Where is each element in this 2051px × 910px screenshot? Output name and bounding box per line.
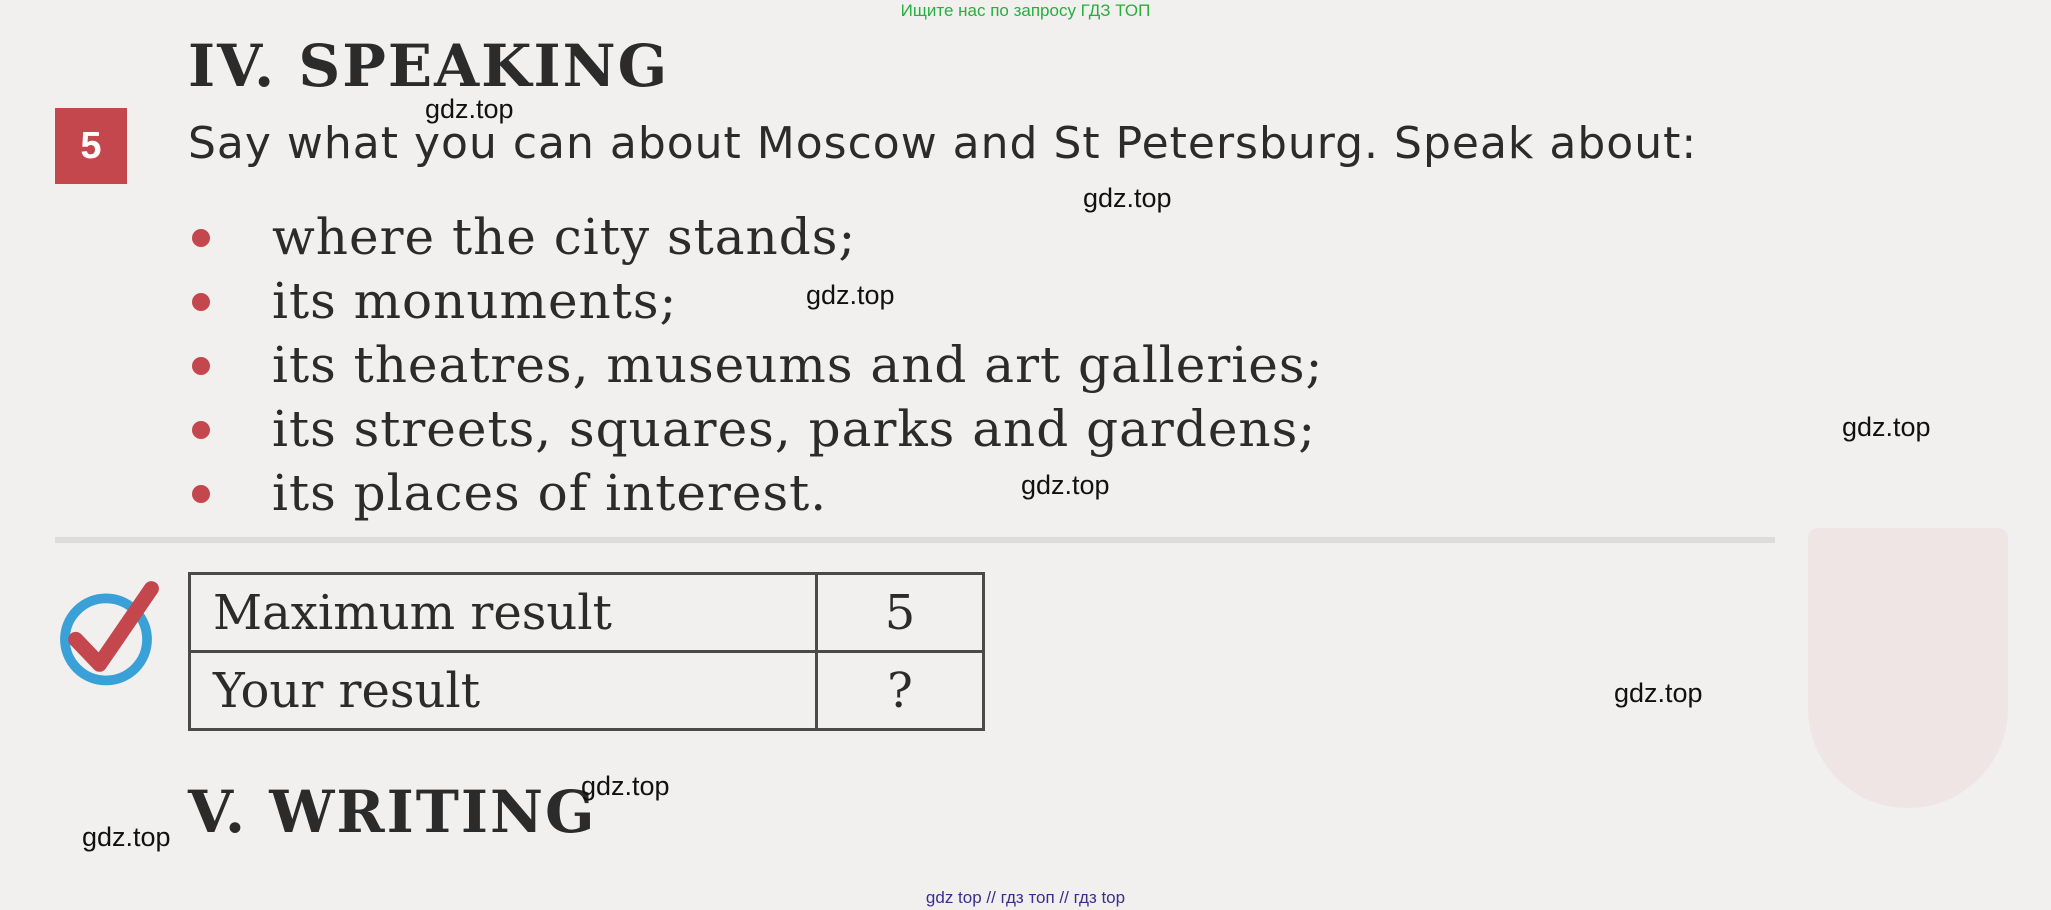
bullet-text: its streets, squares, parks and gardens; (272, 400, 1317, 458)
table-row (190, 574, 984, 652)
section-title-writing: V. WRITING (188, 778, 597, 846)
bullet-item (188, 461, 1323, 525)
watermark: gdz.top (82, 822, 171, 852)
bullet-dot-icon (192, 357, 210, 375)
checkmark-icon (52, 580, 160, 688)
bullet-text: its places of interest. (272, 464, 828, 522)
bullet-text: where the city stands; (272, 208, 857, 266)
bullet-item (188, 269, 1323, 333)
faded-emblem-image (1808, 528, 2008, 808)
watermark: gdz.top (425, 94, 514, 124)
exercise-number-badge: 5 (55, 108, 127, 184)
bullet-text: its theatres, museums and art galleries; (272, 336, 1324, 394)
bullet-item (188, 205, 1323, 269)
watermark: gdz.top (1021, 470, 1110, 500)
max-result-value: 5 (817, 574, 984, 652)
section-title-speaking: IV. SPEAKING (188, 32, 670, 100)
max-result-label: Maximum result (190, 574, 817, 652)
result-table (188, 572, 985, 731)
bullet-dot-icon (192, 293, 210, 311)
your-result-value[interactable]: ? (817, 652, 984, 730)
table-row (190, 652, 984, 730)
watermark: gdz.top (1083, 183, 1172, 213)
watermark: gdz.top (1842, 412, 1931, 442)
bottom-banner[interactable]: gdz top // гдз топ // гдз top (925, 888, 1126, 907)
bullet-item (188, 333, 1323, 397)
bullet-dot-icon (192, 485, 210, 503)
section-divider (55, 537, 1775, 543)
bullet-dot-icon (192, 229, 210, 247)
bullet-dot-icon (192, 421, 210, 439)
bullet-list (188, 205, 1323, 525)
top-banner[interactable]: Ищите нас по запросу ГДЗ ТОП (900, 1, 1151, 20)
watermark: gdz.top (806, 280, 895, 310)
watermark: gdz.top (581, 771, 670, 801)
your-result-label: Your result (190, 652, 817, 730)
bullet-text: its monuments; (272, 272, 678, 330)
watermark: gdz.top (1614, 678, 1703, 708)
exercise-instruction: Say what you can about Moscow and St Petersburg. Speak about: (188, 118, 1698, 169)
bullet-item (188, 397, 1323, 461)
